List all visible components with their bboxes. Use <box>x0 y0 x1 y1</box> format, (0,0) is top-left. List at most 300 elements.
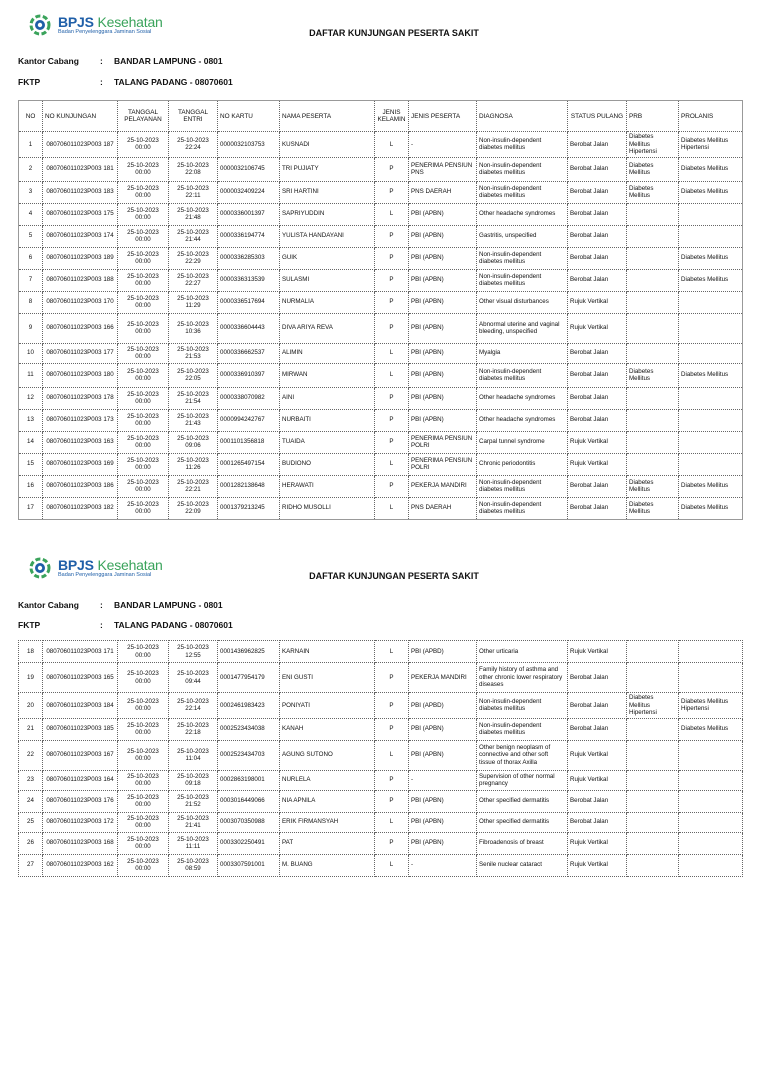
col-header: JENIS KELAMIN <box>375 101 409 132</box>
cell-tanggal-entri: 25-10-2023 22:21 <box>169 475 218 497</box>
col-header: NO <box>19 101 43 132</box>
cell-prb <box>627 291 679 313</box>
cell-tanggal-entri: 25-10-2023 09:44 <box>169 663 218 693</box>
cell-status-pulang: Berobat Jalan <box>568 693 627 719</box>
table-row <box>19 343 743 363</box>
cell-no-kunjungan: 080706011023P003 176 <box>43 790 118 812</box>
cell-no-kartu: 0000336285303 <box>218 247 280 269</box>
cell-prb <box>627 387 679 409</box>
cell-no-kartu: 0003302250491 <box>218 832 280 854</box>
kantor-value: BANDAR LAMPUNG - 0801 <box>114 600 223 610</box>
cell-jenis-kelamin: P <box>375 157 409 181</box>
cell-nama-peserta: TUAIDA <box>280 431 375 453</box>
cell-jenis-peserta: PNS DAERAH <box>409 181 477 203</box>
cell-no: 14 <box>19 431 43 453</box>
cell-prolanis <box>679 740 743 770</box>
cell-no-kunjungan: 080706011023P003 186 <box>43 475 118 497</box>
cell-prb: Diabetes Mellitus <box>627 363 679 387</box>
kantor-label: Kantor Cabang <box>18 600 79 610</box>
cell-prolanis <box>679 854 743 876</box>
cell-no-kartu: 0000336194774 <box>218 225 280 247</box>
cell-no-kartu: 0003016449066 <box>218 790 280 812</box>
cell-no: 7 <box>19 269 43 291</box>
cell-no-kunjungan: 080706011023P003 178 <box>43 387 118 409</box>
cell-nama-peserta: TRI PUJIATY <box>280 157 375 181</box>
cell-no: 26 <box>19 832 43 854</box>
cell-tanggal-pelayanan: 25-10-2023 00:00 <box>118 409 169 431</box>
report-page-2 <box>0 545 768 1085</box>
table-row <box>19 497 743 519</box>
table-row <box>19 453 743 475</box>
cell-jenis-kelamin: P <box>375 181 409 203</box>
cell-diagnosa: Non-insulin-dependent diabetes mellitus <box>477 247 568 269</box>
cell-no-kartu: 0003070350988 <box>218 812 280 832</box>
cell-tanggal-pelayanan: 25-10-2023 00:00 <box>118 790 169 812</box>
cell-prolanis <box>679 225 743 247</box>
cell-tanggal-entri: 25-10-2023 21:53 <box>169 343 218 363</box>
cell-jenis-peserta: PBI (APBN) <box>409 832 477 854</box>
cell-status-pulang: Berobat Jalan <box>568 497 627 519</box>
cell-tanggal-entri: 25-10-2023 21:44 <box>169 225 218 247</box>
cell-no-kunjungan: 080706011023P003 172 <box>43 812 118 832</box>
cell-jenis-peserta: PBI (APBN) <box>409 718 477 740</box>
cell-no-kartu: 0000338070982 <box>218 387 280 409</box>
cell-jenis-kelamin: L <box>375 453 409 475</box>
cell-diagnosa: Gastritis, unspecified <box>477 225 568 247</box>
cell-diagnosa: Myalgia <box>477 343 568 363</box>
cell-no-kartu: 0000994242767 <box>218 409 280 431</box>
cell-prolanis: Diabetes Mellitus Hipertensi <box>679 693 743 719</box>
cell-jenis-kelamin: P <box>375 693 409 719</box>
table-row <box>19 203 743 225</box>
cell-nama-peserta: NIA APNILA <box>280 790 375 812</box>
cell-tanggal-entri: 25-10-2023 08:59 <box>169 854 218 876</box>
table-row <box>19 431 743 453</box>
cell-tanggal-pelayanan: 25-10-2023 00:00 <box>118 343 169 363</box>
cell-tanggal-pelayanan: 25-10-2023 00:00 <box>118 157 169 181</box>
cell-tanggal-pelayanan: 25-10-2023 00:00 <box>118 203 169 225</box>
cell-diagnosa: Non-insulin-dependent diabetes mellitus <box>477 132 568 158</box>
cell-prb <box>627 269 679 291</box>
cell-diagnosa: Other visual disturbances <box>477 291 568 313</box>
cell-nama-peserta: AGUNG SUTONO <box>280 740 375 770</box>
cell-jenis-kelamin: P <box>375 269 409 291</box>
cell-jenis-peserta: PBI (APBN) <box>409 269 477 291</box>
cell-nama-peserta: ENI GUSTI <box>280 663 375 693</box>
cell-no-kunjungan: 080706011023P003 170 <box>43 291 118 313</box>
fktp-colon: : <box>100 620 103 630</box>
cell-prolanis <box>679 387 743 409</box>
cell-no-kunjungan: 080706011023P003 188 <box>43 269 118 291</box>
cell-diagnosa: Non-insulin-dependent diabetes mellitus <box>477 475 568 497</box>
cell-diagnosa: Other specified dermatitis <box>477 790 568 812</box>
cell-prb <box>627 247 679 269</box>
kantor-cabang-row <box>18 600 223 610</box>
logo-brand-b: Kesehatan <box>97 13 163 30</box>
table-row <box>19 363 743 387</box>
cell-jenis-peserta: PNS DAERAH <box>409 497 477 519</box>
cell-tanggal-entri: 25-10-2023 22:08 <box>169 157 218 181</box>
cell-status-pulang: Berobat Jalan <box>568 247 627 269</box>
col-header: NO KUNJUNGAN <box>43 101 118 132</box>
cell-diagnosa: Other headache syndromes <box>477 387 568 409</box>
cell-tanggal-pelayanan: 25-10-2023 00:00 <box>118 854 169 876</box>
cell-jenis-kelamin: L <box>375 203 409 225</box>
col-header: JENIS PESERTA <box>409 101 477 132</box>
cell-no: 23 <box>19 770 43 790</box>
table-row <box>19 718 743 740</box>
cell-no-kunjungan: 080706011023P003 174 <box>43 225 118 247</box>
cell-status-pulang: Rujuk Vertikal <box>568 770 627 790</box>
cell-tanggal-pelayanan: 25-10-2023 00:00 <box>118 718 169 740</box>
cell-diagnosa: Chronic periodontitis <box>477 453 568 475</box>
cell-status-pulang: Berobat Jalan <box>568 718 627 740</box>
table-body <box>19 132 743 520</box>
cell-no-kartu: 0000336001397 <box>218 203 280 225</box>
cell-no: 22 <box>19 740 43 770</box>
cell-tanggal-pelayanan: 25-10-2023 00:00 <box>118 132 169 158</box>
cell-status-pulang: Berobat Jalan <box>568 790 627 812</box>
cell-jenis-kelamin: L <box>375 497 409 519</box>
cell-no-kunjungan: 080706011023P003 182 <box>43 497 118 519</box>
cell-prb: Diabetes Mellitus <box>627 497 679 519</box>
report-title: DAFTAR KUNJUNGAN PESERTA SAKIT <box>309 28 479 38</box>
cell-tanggal-entri: 25-10-2023 10:36 <box>169 313 218 343</box>
cell-prb <box>627 343 679 363</box>
cell-nama-peserta: HERAWATI <box>280 475 375 497</box>
table-row <box>19 269 743 291</box>
cell-status-pulang: Berobat Jalan <box>568 181 627 203</box>
cell-status-pulang: Berobat Jalan <box>568 343 627 363</box>
cell-tanggal-pelayanan: 25-10-2023 00:00 <box>118 497 169 519</box>
kantor-cabang-row <box>18 56 223 66</box>
cell-tanggal-pelayanan: 25-10-2023 00:00 <box>118 812 169 832</box>
table-row <box>19 313 743 343</box>
cell-tanggal-pelayanan: 25-10-2023 00:00 <box>118 770 169 790</box>
cell-jenis-peserta: PBI (APBD) <box>409 693 477 719</box>
cell-status-pulang: Rujuk Vertikal <box>568 453 627 475</box>
cell-no-kunjungan: 080706011023P003 187 <box>43 132 118 158</box>
cell-tanggal-entri: 25-10-2023 22:18 <box>169 718 218 740</box>
cell-prb <box>627 641 679 663</box>
cell-no: 1 <box>19 132 43 158</box>
cell-status-pulang: Rujuk Vertikal <box>568 641 627 663</box>
cell-diagnosa: Abnormal uterine and vaginal bleeding, unspecified <box>477 313 568 343</box>
fktp-colon: : <box>100 77 103 87</box>
cell-jenis-kelamin: L <box>375 132 409 158</box>
cell-jenis-kelamin: L <box>375 641 409 663</box>
cell-diagnosa: Non-insulin-dependent diabetes mellitus <box>477 181 568 203</box>
cell-status-pulang: Rujuk Vertikal <box>568 854 627 876</box>
cell-status-pulang: Berobat Jalan <box>568 157 627 181</box>
cell-nama-peserta: YULISTA HANDAYANI <box>280 225 375 247</box>
cell-no: 20 <box>19 693 43 719</box>
cell-tanggal-entri: 25-10-2023 22:09 <box>169 497 218 519</box>
cell-no-kartu: 0001265497154 <box>218 453 280 475</box>
table-row <box>19 740 743 770</box>
cell-jenis-kelamin: P <box>375 225 409 247</box>
cell-jenis-peserta: PENERIMA PENSIUN PNS <box>409 157 477 181</box>
cell-no: 5 <box>19 225 43 247</box>
cell-jenis-peserta: PEKERJA MANDIRI <box>409 475 477 497</box>
cell-tanggal-pelayanan: 25-10-2023 00:00 <box>118 313 169 343</box>
cell-tanggal-pelayanan: 25-10-2023 00:00 <box>118 475 169 497</box>
cell-status-pulang: Berobat Jalan <box>568 812 627 832</box>
cell-tanggal-entri: 25-10-2023 21:54 <box>169 387 218 409</box>
fktp-value: TALANG PADANG - 08070601 <box>114 77 233 87</box>
cell-prb: Diabetes Mellitus <box>627 157 679 181</box>
cell-tanggal-pelayanan: 25-10-2023 00:00 <box>118 247 169 269</box>
cell-tanggal-entri: 25-10-2023 21:41 <box>169 812 218 832</box>
cell-jenis-kelamin: P <box>375 387 409 409</box>
cell-diagnosa: Other benign neoplasm of connective and other soft tissue of thorax Axilla <box>477 740 568 770</box>
cell-jenis-kelamin: P <box>375 409 409 431</box>
cell-no-kunjungan: 080706011023P003 180 <box>43 363 118 387</box>
cell-nama-peserta: KARNAIN <box>280 641 375 663</box>
cell-prolanis <box>679 203 743 225</box>
cell-no-kartu: 0001379213245 <box>218 497 280 519</box>
cell-diagnosa: Other specified dermatitis <box>477 812 568 832</box>
cell-no: 25 <box>19 812 43 832</box>
cell-prb <box>627 453 679 475</box>
cell-status-pulang: Rujuk Vertikal <box>568 832 627 854</box>
table-row <box>19 247 743 269</box>
cell-tanggal-entri: 25-10-2023 09:18 <box>169 770 218 790</box>
cell-prb <box>627 225 679 247</box>
cell-jenis-kelamin: L <box>375 740 409 770</box>
cell-status-pulang: Berobat Jalan <box>568 132 627 158</box>
cell-no: 21 <box>19 718 43 740</box>
cell-status-pulang: Berobat Jalan <box>568 225 627 247</box>
cell-no-kunjungan: 080706011023P003 175 <box>43 203 118 225</box>
col-header: NAMA PESERTA <box>280 101 375 132</box>
cell-jenis-peserta: PBI (APBN) <box>409 313 477 343</box>
cell-status-pulang: Berobat Jalan <box>568 363 627 387</box>
cell-prolanis <box>679 453 743 475</box>
cell-no-kartu: 0002461983423 <box>218 693 280 719</box>
cell-prb <box>627 854 679 876</box>
cell-prb <box>627 431 679 453</box>
table-row <box>19 854 743 876</box>
cell-diagnosa: Family history of asthma and other chronic lower respiratory diseases <box>477 663 568 693</box>
cell-tanggal-entri: 25-10-2023 22:14 <box>169 693 218 719</box>
cell-jenis-kelamin: P <box>375 790 409 812</box>
cell-nama-peserta: SAPRIYUDDIN <box>280 203 375 225</box>
cell-prb <box>627 770 679 790</box>
cell-diagnosa: Senile nuclear cataract <box>477 854 568 876</box>
cell-tanggal-entri: 25-10-2023 12:55 <box>169 641 218 663</box>
cell-jenis-kelamin: P <box>375 431 409 453</box>
cell-jenis-kelamin: P <box>375 718 409 740</box>
cell-prolanis <box>679 790 743 812</box>
cell-tanggal-pelayanan: 25-10-2023 00:00 <box>118 387 169 409</box>
cell-no-kunjungan: 080706011023P003 163 <box>43 431 118 453</box>
fktp-row <box>18 77 233 87</box>
cell-no-kartu: 0000336517694 <box>218 291 280 313</box>
cell-prb: Diabetes Mellitus <box>627 181 679 203</box>
cell-diagnosa: Fibroadenosis of breast <box>477 832 568 854</box>
cell-no-kartu: 0001436962825 <box>218 641 280 663</box>
cell-jenis-peserta: PENERIMA PENSIUN POLRI <box>409 431 477 453</box>
kantor-colon: : <box>100 56 103 66</box>
cell-no: 13 <box>19 409 43 431</box>
cell-tanggal-entri: 25-10-2023 11:29 <box>169 291 218 313</box>
cell-no-kunjungan: 080706011023P003 166 <box>43 313 118 343</box>
kantor-label: Kantor Cabang <box>18 56 79 66</box>
cell-diagnosa: Non-insulin-dependent diabetes mellitus <box>477 157 568 181</box>
cell-jenis-peserta: PBI (APBN) <box>409 409 477 431</box>
cell-tanggal-pelayanan: 25-10-2023 00:00 <box>118 740 169 770</box>
cell-nama-peserta: NURLELA <box>280 770 375 790</box>
col-header: PROLANIS <box>679 101 743 132</box>
cell-prolanis <box>679 291 743 313</box>
cell-no-kartu: 0000336910397 <box>218 363 280 387</box>
table-row <box>19 291 743 313</box>
cell-no: 12 <box>19 387 43 409</box>
cell-nama-peserta: NURBAITI <box>280 409 375 431</box>
cell-no-kunjungan: 080706011023P003 171 <box>43 641 118 663</box>
table-row <box>19 641 743 663</box>
cell-status-pulang: Berobat Jalan <box>568 409 627 431</box>
cell-prb <box>627 663 679 693</box>
cell-jenis-kelamin: P <box>375 247 409 269</box>
cell-no: 19 <box>19 663 43 693</box>
cell-no: 11 <box>19 363 43 387</box>
cell-no-kartu: 0000032103753 <box>218 132 280 158</box>
logo-brand-a: BPJS <box>58 556 94 573</box>
cell-prolanis <box>679 409 743 431</box>
col-header: PRB <box>627 101 679 132</box>
cell-prolanis <box>679 812 743 832</box>
cell-prb: Diabetes Mellitus <box>627 475 679 497</box>
cell-jenis-peserta: PBI (APBN) <box>409 203 477 225</box>
logo-subtitle: Badan Penyelenggara Jaminan Sosial <box>58 28 152 35</box>
cell-no-kunjungan: 080706011023P003 189 <box>43 247 118 269</box>
cell-status-pulang: Berobat Jalan <box>568 387 627 409</box>
cell-no-kunjungan: 080706011023P003 184 <box>43 693 118 719</box>
cell-jenis-kelamin: P <box>375 663 409 693</box>
cell-prolanis <box>679 770 743 790</box>
cell-nama-peserta: PAT <box>280 832 375 854</box>
cell-prolanis: Diabetes Mellitus <box>679 363 743 387</box>
cell-prolanis: Diabetes Mellitus <box>679 718 743 740</box>
cell-jenis-peserta: PBI (APBN) <box>409 291 477 313</box>
cell-no-kartu: 0002523434703 <box>218 740 280 770</box>
cell-jenis-peserta: PENERIMA PENSIUN POLRI <box>409 453 477 475</box>
cell-prolanis <box>679 313 743 343</box>
cell-diagnosa: Non-insulin-dependent diabetes mellitus <box>477 269 568 291</box>
cell-prolanis: Diabetes Mellitus <box>679 269 743 291</box>
cell-no-kunjungan: 080706011023P003 164 <box>43 770 118 790</box>
cell-tanggal-pelayanan: 25-10-2023 00:00 <box>118 363 169 387</box>
cell-nama-peserta: GUIK <box>280 247 375 269</box>
cell-tanggal-entri: 25-10-2023 09:06 <box>169 431 218 453</box>
cell-diagnosa: Non-insulin-dependent diabetes mellitus <box>477 693 568 719</box>
cell-tanggal-pelayanan: 25-10-2023 00:00 <box>118 431 169 453</box>
logo-subtitle: Badan Penyelenggara Jaminan Sosial <box>58 571 152 578</box>
cell-tanggal-pelayanan: 25-10-2023 00:00 <box>118 641 169 663</box>
cell-diagnosa: Non-insulin-dependent diabetes mellitus <box>477 497 568 519</box>
table-row <box>19 225 743 247</box>
cell-prolanis: Diabetes Mellitus <box>679 497 743 519</box>
cell-status-pulang: Berobat Jalan <box>568 475 627 497</box>
cell-jenis-kelamin: L <box>375 363 409 387</box>
cell-tanggal-entri: 25-10-2023 22:11 <box>169 181 218 203</box>
cell-prolanis <box>679 832 743 854</box>
cell-diagnosa: Non-insulin-dependent diabetes mellitus <box>477 718 568 740</box>
cell-jenis-peserta: PBI (APBN) <box>409 247 477 269</box>
cell-prb <box>627 409 679 431</box>
cell-diagnosa: Other headache syndromes <box>477 409 568 431</box>
cell-jenis-peserta: PBI (APBN) <box>409 387 477 409</box>
table-row <box>19 181 743 203</box>
table-row <box>19 157 743 181</box>
cell-nama-peserta: DIVA ARIYA REVA <box>280 313 375 343</box>
table-row <box>19 475 743 497</box>
table-row <box>19 790 743 812</box>
cell-tanggal-entri: 25-10-2023 22:24 <box>169 132 218 158</box>
cell-nama-peserta: MIRWAN <box>280 363 375 387</box>
table-row <box>19 132 743 158</box>
cell-nama-peserta: SRI HARTINI <box>280 181 375 203</box>
cell-nama-peserta: BUDIONO <box>280 453 375 475</box>
cell-diagnosa: Supervision of other normal pregnancy <box>477 770 568 790</box>
cell-prb <box>627 718 679 740</box>
cell-nama-peserta: PONIYATI <box>280 693 375 719</box>
cell-no: 10 <box>19 343 43 363</box>
cell-jenis-peserta: PBI (APBN) <box>409 790 477 812</box>
cell-no-kunjungan: 080706011023P003 165 <box>43 663 118 693</box>
cell-diagnosa: Carpal tunnel syndrome <box>477 431 568 453</box>
fktp-label: FKTP <box>18 620 41 630</box>
cell-nama-peserta: ALIMIN <box>280 343 375 363</box>
cell-tanggal-pelayanan: 25-10-2023 00:00 <box>118 181 169 203</box>
cell-tanggal-entri: 25-10-2023 21:48 <box>169 203 218 225</box>
cell-no-kunjungan: 080706011023P003 173 <box>43 409 118 431</box>
cell-no-kunjungan: 080706011023P003 168 <box>43 832 118 854</box>
cell-diagnosa: Other headache syndromes <box>477 203 568 225</box>
cell-nama-peserta: KANAH <box>280 718 375 740</box>
cell-no: 3 <box>19 181 43 203</box>
cell-prb <box>627 812 679 832</box>
cell-no-kartu: 0000032106745 <box>218 157 280 181</box>
cell-tanggal-entri: 25-10-2023 22:27 <box>169 269 218 291</box>
cell-jenis-peserta: PBI (APBN) <box>409 363 477 387</box>
cell-prb <box>627 832 679 854</box>
cell-prolanis: Diabetes Mellitus <box>679 247 743 269</box>
cell-tanggal-pelayanan: 25-10-2023 00:00 <box>118 832 169 854</box>
cell-no: 27 <box>19 854 43 876</box>
cell-nama-peserta: M. BUANG <box>280 854 375 876</box>
cell-jenis-kelamin: P <box>375 832 409 854</box>
cell-tanggal-pelayanan: 25-10-2023 00:00 <box>118 663 169 693</box>
table-body <box>19 641 743 877</box>
cell-diagnosa: Other urticaria <box>477 641 568 663</box>
cell-tanggal-entri: 25-10-2023 11:11 <box>169 832 218 854</box>
cell-prolanis: Diabetes Mellitus <box>679 157 743 181</box>
cell-prb <box>627 203 679 225</box>
cell-jenis-peserta: - <box>409 770 477 790</box>
col-header: NO KARTU <box>218 101 280 132</box>
cell-prb: Diabetes Mellitus Hipertensi <box>627 693 679 719</box>
cell-status-pulang: Rujuk Vertikal <box>568 431 627 453</box>
cell-no-kartu: 0000336313539 <box>218 269 280 291</box>
cell-jenis-peserta: PEKERJA MANDIRI <box>409 663 477 693</box>
cell-no: 16 <box>19 475 43 497</box>
cell-no: 9 <box>19 313 43 343</box>
cell-no-kartu: 0003307591001 <box>218 854 280 876</box>
report-page-1 <box>0 0 768 540</box>
